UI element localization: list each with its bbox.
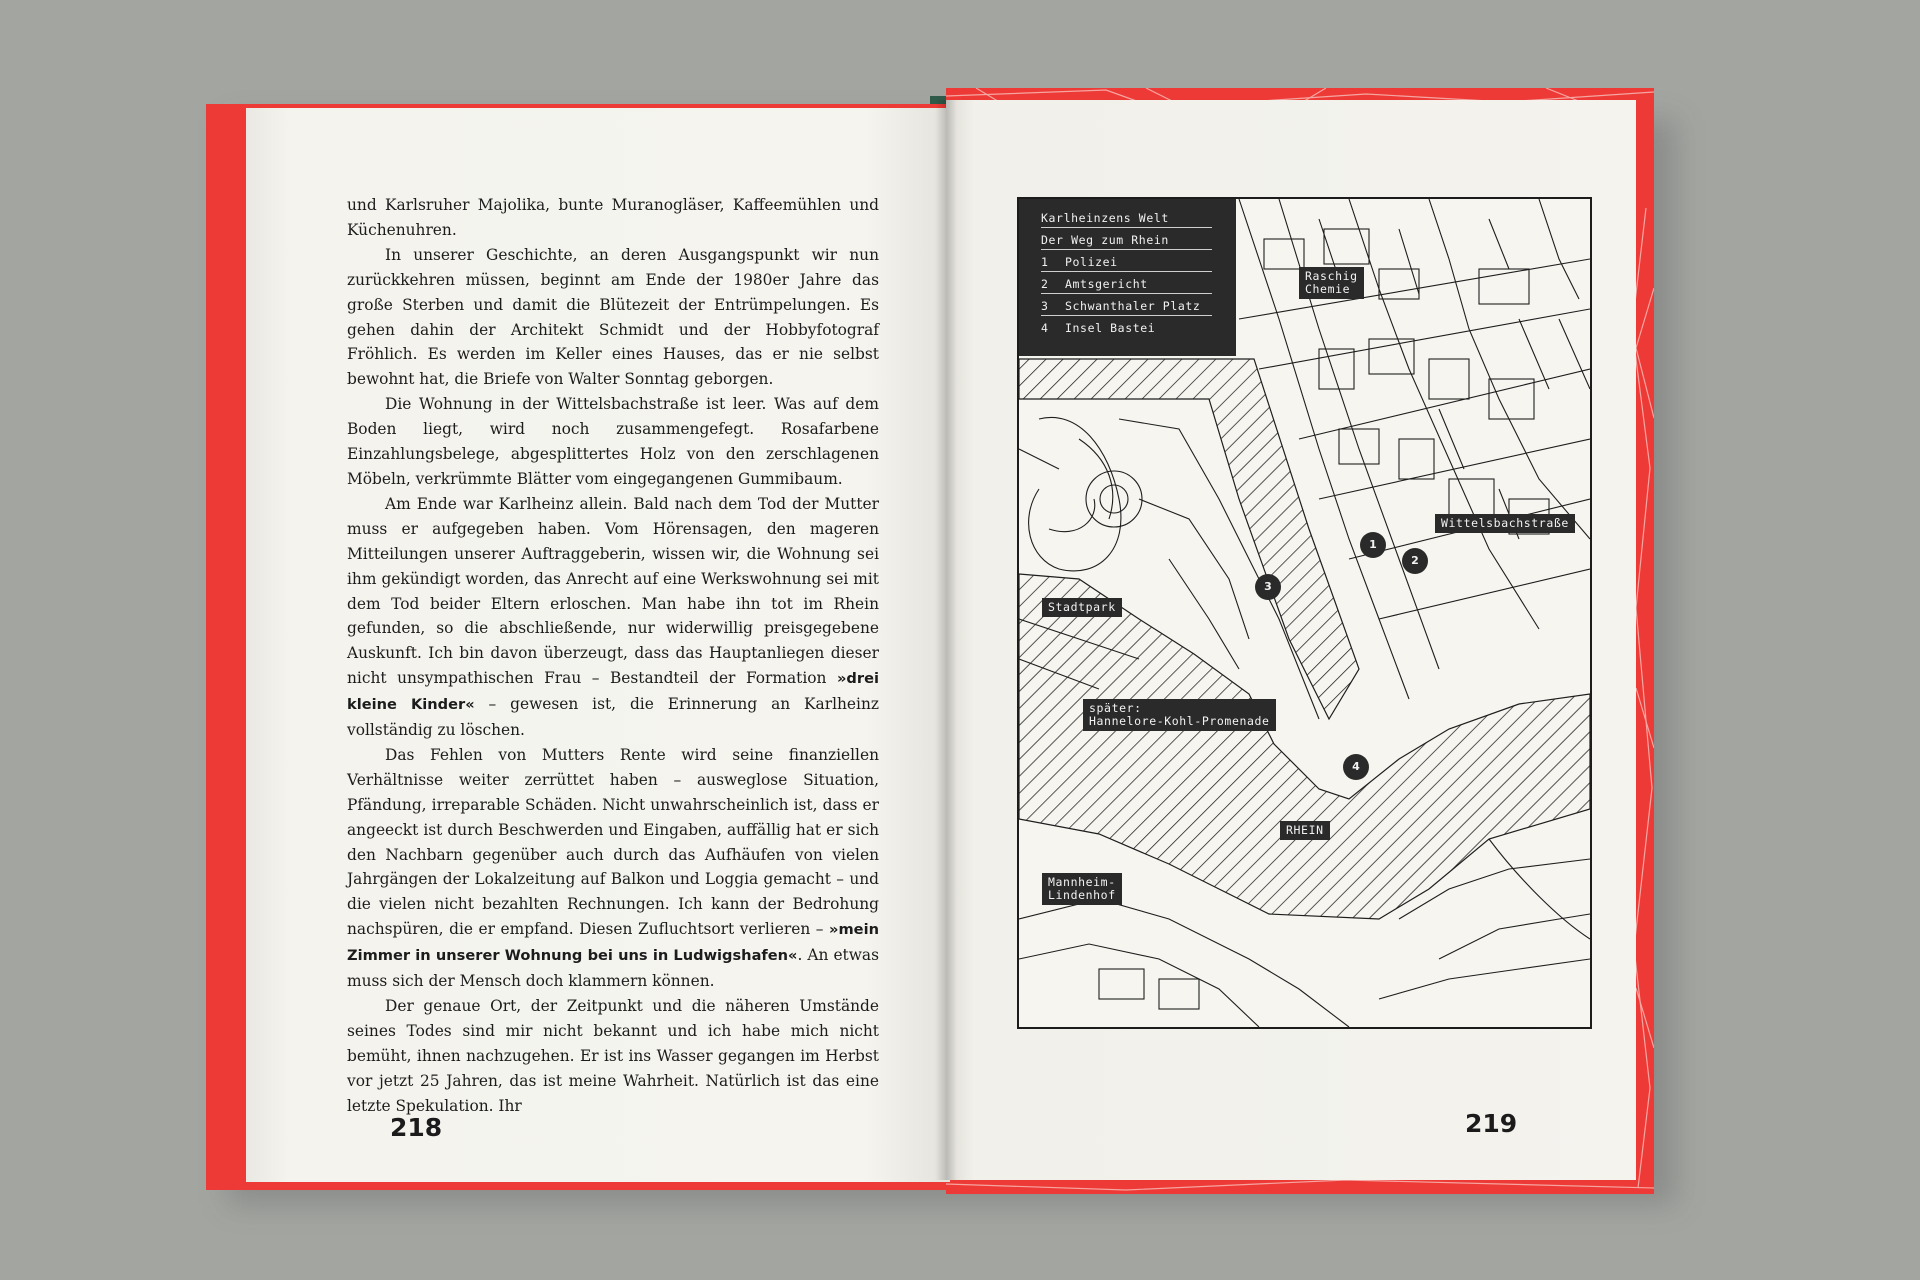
- page-number-right: 219: [1465, 1109, 1518, 1138]
- label-line: später:: [1089, 701, 1142, 715]
- legend-title: Karlheinzens Welt: [1041, 211, 1212, 228]
- map-label-stadtpark: Stadtpark: [1042, 598, 1122, 617]
- label-line: Mannheim-: [1048, 875, 1116, 889]
- paragraph: [347, 492, 879, 743]
- bold-quote: »drei kleine Kinder«: [347, 670, 879, 714]
- body-text: [347, 193, 879, 1119]
- legend-label: Schwanthaler Platz: [1065, 299, 1201, 313]
- paragraph-text: Am Ende war Karlheinz allein. Bald nach dem Tod der Mutter muss er aufgegeben haben. Vom Hörensagen, den mageren Mitteilungen unserer Auftraggeberin, wissen wir, die Wohnung sei ihm gekündigt worden, das Anrecht auf eine Werkswohnung sei mit dem Tod beider Eltern erloschen. Man habe ihn tot im Rhein gefunden, so die abschließende, nur widerwillig preisgegebene Auskunft. Ich bin davon überzeugt, dass das Hauptanliegen dieser nicht unsympathischen Frau – Bestandteil der Formation: [347, 494, 879, 688]
- paragraph-text: . An etwas muss sich der Mensch doch klammern können.: [347, 946, 879, 991]
- legend-item: [1041, 321, 1212, 337]
- map-label-mannheim-lindenhof: [1042, 873, 1122, 905]
- legend-num: 3: [1041, 299, 1049, 313]
- map-legend: [1019, 199, 1236, 356]
- map-pin-2: 2: [1402, 548, 1428, 574]
- map-label-rhein: RHEIN: [1280, 821, 1330, 840]
- paragraph: Die Wohnung in der Wittelsbachstraße ist leer. Was auf dem Boden liegt, wird noch zusammengefegt. Rosafarbene Einzahlungsbelege, abgesplittertes Holz von den zerschlagenen Möbeln, verkrümmte Blätter vom eingegangenen Gummibaum.: [347, 395, 879, 488]
- map-label-wittelsbachstrasse: Wittelsbachstraße: [1435, 514, 1575, 533]
- map-pin-1: 1: [1360, 532, 1386, 558]
- paragraph: und Karlsruher Majolika, bunte Muranogläser, Kaffeemühlen und Küchenuhren.: [347, 196, 879, 239]
- map-pin-4: 4: [1343, 754, 1369, 780]
- legend-item: [1041, 299, 1212, 316]
- label-line: Hannelore-Kohl-Promenade: [1089, 714, 1270, 728]
- legend-num: 1: [1041, 255, 1049, 269]
- legend-item: [1041, 277, 1212, 294]
- paragraph: Der genaue Ort, der Zeitpunkt und die näheren Umstände seines Todes sind mir nicht bekannt und ich habe mich nicht bemüht, ihnen nachzugehen. Er ist ins Wasser gegangen im Herbst vor jetzt 25 Jahren, das ist meine Wahrheit. Natürlich ist das eine letzte Spekulation. Ihr: [347, 997, 879, 1115]
- legend-num: 4: [1041, 321, 1049, 335]
- legend-item: [1041, 255, 1212, 272]
- bold-quote: »mein Zimmer in unserer Wohnung bei uns in Ludwigshafen«: [347, 921, 879, 965]
- legend-num: 2: [1041, 277, 1049, 291]
- label-line: Raschig: [1305, 269, 1358, 283]
- paragraph-text: Das Fehlen von Mutters Rente wird seine finanziellen Verhältnisse weiter zerrüttet haben – ausweglose Situation, Pfändung, irreparable Schäden. Nicht unwahrscheinlich ist, dass er angeeckt ist durch Beschwerden und Eingaben, auffällig hat er sich den Nachbarn gegenüber auch durch das Aufhäufen von vielen Jahrgängen der Lokalzeitung auf Balkon und Loggia gemacht – und die vielen nicht bezahlten Rechnungen. Ich kann der Bedrohung nachspüren, die er empfand. Diesen Zufluchtsort verlieren –: [347, 745, 879, 939]
- page-number-left: 218: [390, 1113, 443, 1142]
- map: [1017, 197, 1592, 1029]
- label-line: Lindenhof: [1048, 888, 1116, 902]
- label-line: Chemie: [1305, 282, 1351, 296]
- legend-label: Polizei: [1065, 255, 1118, 269]
- legend-label: Insel Bastei: [1065, 321, 1156, 335]
- map-label-raschig: [1299, 267, 1364, 299]
- map-pin-3: 3: [1255, 574, 1281, 600]
- legend-subtitle: Der Weg zum Rhein: [1041, 233, 1212, 250]
- map-label-promenade: [1083, 699, 1276, 731]
- paragraph: In unserer Geschichte, an deren Ausgangspunkt wir nun zurückkehren müssen, beginnt am Ende der 1980er Jahre das große Sterben und damit die Blütezeit der Entrümpelungen. Es gehen dahin der Architekt Schmidt und der Hobbyfotograf Fröhlich. Es werden im Keller eines Hauses, das er nie selbst bewohnt hat, die Briefe von Walter Sonntag geborgen.: [347, 245, 879, 389]
- paragraph: [347, 743, 879, 994]
- paragraph-text: – gewesen ist, die Erinnerung an Karlheinz vollständig zu löschen.: [347, 695, 879, 740]
- book-gutter: [935, 100, 957, 1180]
- legend-label: Amtsgericht: [1065, 277, 1148, 291]
